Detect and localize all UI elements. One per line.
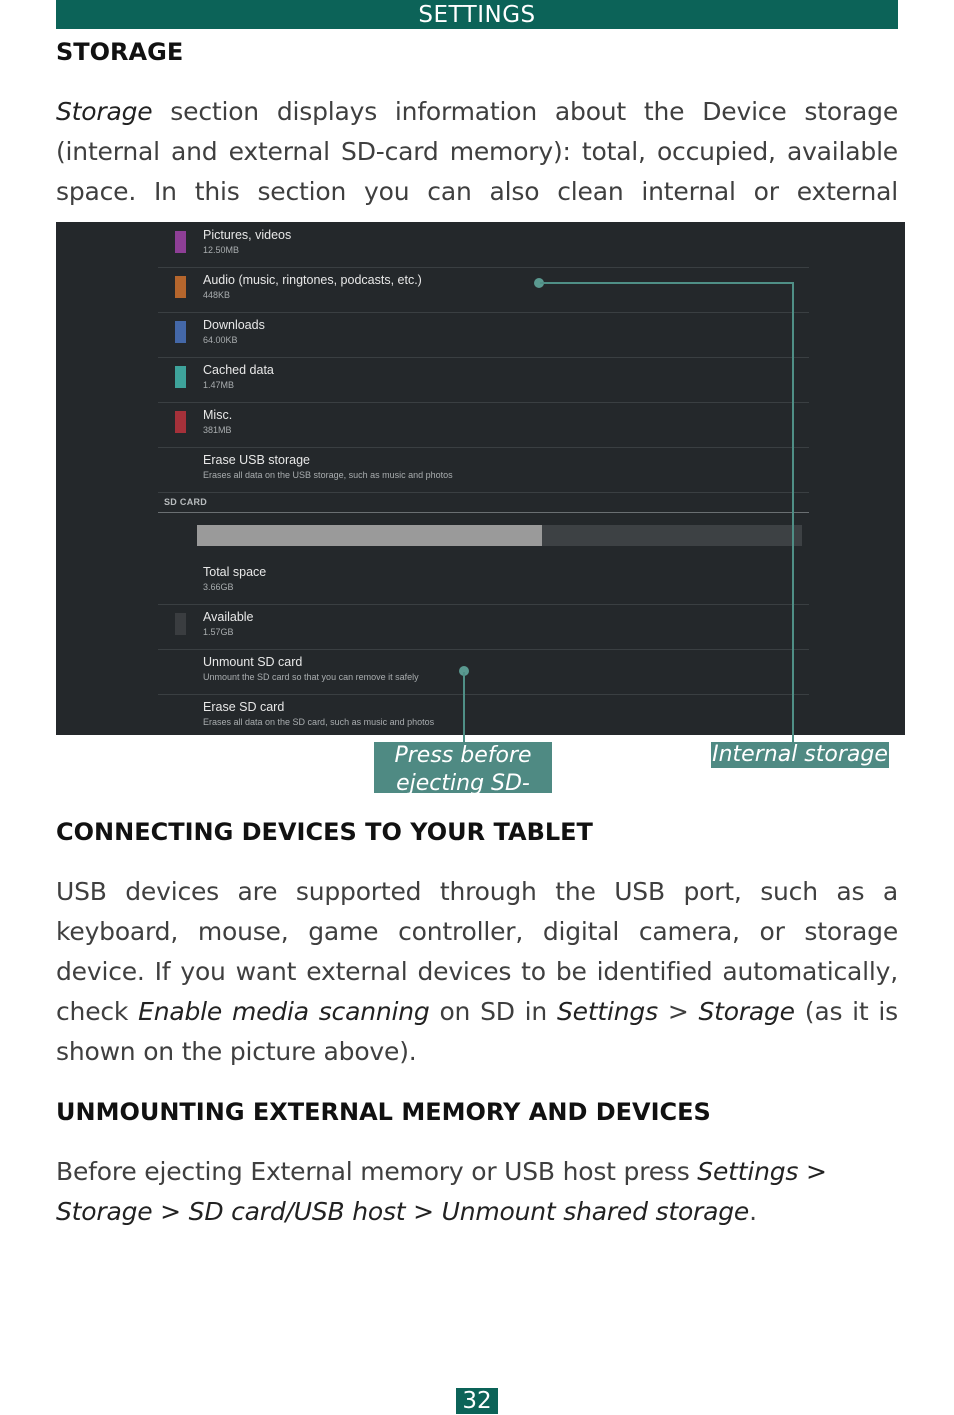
sd_rows-row[interactable] [158, 559, 809, 605]
internal-storage-callout-line-ext [792, 735, 794, 742]
row-title: Downloads [203, 318, 265, 332]
rows-row[interactable] [158, 402, 809, 448]
color-swatch [175, 411, 186, 433]
color-swatch [175, 231, 186, 253]
sd-card-divider [158, 512, 809, 513]
unmount-callout-line [463, 672, 465, 735]
row-subtitle: 1.47MB [203, 380, 235, 390]
row-title: Erase USB storage [203, 453, 310, 467]
connecting-separator: > [657, 997, 699, 1026]
press-before-ejecting-label [374, 742, 552, 824]
row-subtitle: Unmount the SD card so that you can remove it safely [203, 672, 419, 682]
connecting-text-4: (as it is shown on the picture above). [56, 997, 898, 1066]
sd-usage-bar [197, 525, 802, 546]
press-before-line2: ejecting SD-card [396, 771, 530, 824]
color-swatch [175, 276, 186, 298]
row-subtitle: 64.00KB [203, 335, 238, 345]
rows-row[interactable] [158, 357, 809, 403]
sd-card-header: SD CARD [164, 497, 208, 507]
row-title: Audio (music, ringtones, podcasts, etc.) [203, 273, 422, 287]
sd-usage-bar-fill [197, 525, 542, 546]
rows-row[interactable] [158, 267, 809, 313]
row-title: Pictures, videos [203, 228, 292, 242]
row-title: Erase SD card [203, 700, 285, 714]
connecting-text-1: USB devices are supported through the USB port, such as a keyboard, mouse, game controller, digital camera, or storage device. If you want external devices to be identified automatically, check [56, 877, 898, 1026]
row-subtitle: 3.66GB [203, 582, 234, 592]
unmount-path-term: Settings > Storage > SD card/USB host > Unmount shared storage [56, 1157, 827, 1226]
row-subtitle: 381MB [203, 425, 232, 435]
row-subtitle: 448KB [203, 290, 231, 300]
row-subtitle: 12.50MB [203, 245, 240, 255]
row-title: Misc. [203, 408, 233, 422]
unmount-callout-line-ext [463, 735, 465, 742]
internal-storage-callout-line-h [540, 282, 794, 284]
unmounting-text-2: . [749, 1197, 757, 1226]
connecting-paragraph [56, 872, 898, 1072]
storage-heading: STORAGE [56, 38, 184, 66]
unmounting-paragraph [56, 1152, 898, 1232]
storage-description: section displays information about the Device storage (internal and external SD-card memory): total, occupied, available space. In this section you can also clean internal or external [56, 97, 898, 206]
internal-storage-label: Internal storage [712, 742, 888, 767]
unmounting-text-1: Before ejecting External memory or USB host press [56, 1157, 698, 1186]
press-before-line1: Press before [394, 743, 532, 768]
row-subtitle: Erases all data on the SD card, such as music and photos [203, 717, 435, 727]
page-number: 32 [456, 1388, 498, 1414]
rows-row[interactable] [158, 222, 809, 268]
section-header-bar: SETTINGS [56, 0, 898, 29]
row-title: Unmount SD card [203, 655, 303, 669]
sd_rows-row[interactable] [158, 604, 809, 650]
connecting-text-2: on SD in [429, 997, 557, 1026]
storage-term-2: Storage [698, 997, 795, 1026]
internal-storage-callout-line-v [792, 282, 794, 735]
settings-term: Settings [556, 997, 658, 1026]
unmounting-heading: UNMOUNTING EXTERNAL MEMORY AND DEVICES [56, 1098, 711, 1126]
row-subtitle: Erases all data on the USB storage, such as music and photos [203, 470, 453, 480]
rows-row[interactable] [158, 312, 809, 358]
color-swatch [175, 321, 186, 343]
row-title: Total space [203, 565, 267, 579]
enable-media-scanning-term: Enable media scanning [138, 997, 430, 1026]
sd_rows-row[interactable] [158, 649, 809, 695]
sd_rows-row[interactable] [158, 694, 809, 735]
color-swatch [175, 366, 186, 388]
row-subtitle: 1.57GB [203, 627, 234, 637]
color-swatch [175, 613, 186, 635]
storage-screenshot [56, 222, 905, 735]
storage-term: Storage [56, 97, 153, 126]
rows-row[interactable] [158, 447, 809, 493]
row-title: Available [203, 610, 254, 624]
row-title: Cached data [203, 363, 274, 377]
connecting-heading: CONNECTING DEVICES TO YOUR TABLET [56, 818, 593, 846]
